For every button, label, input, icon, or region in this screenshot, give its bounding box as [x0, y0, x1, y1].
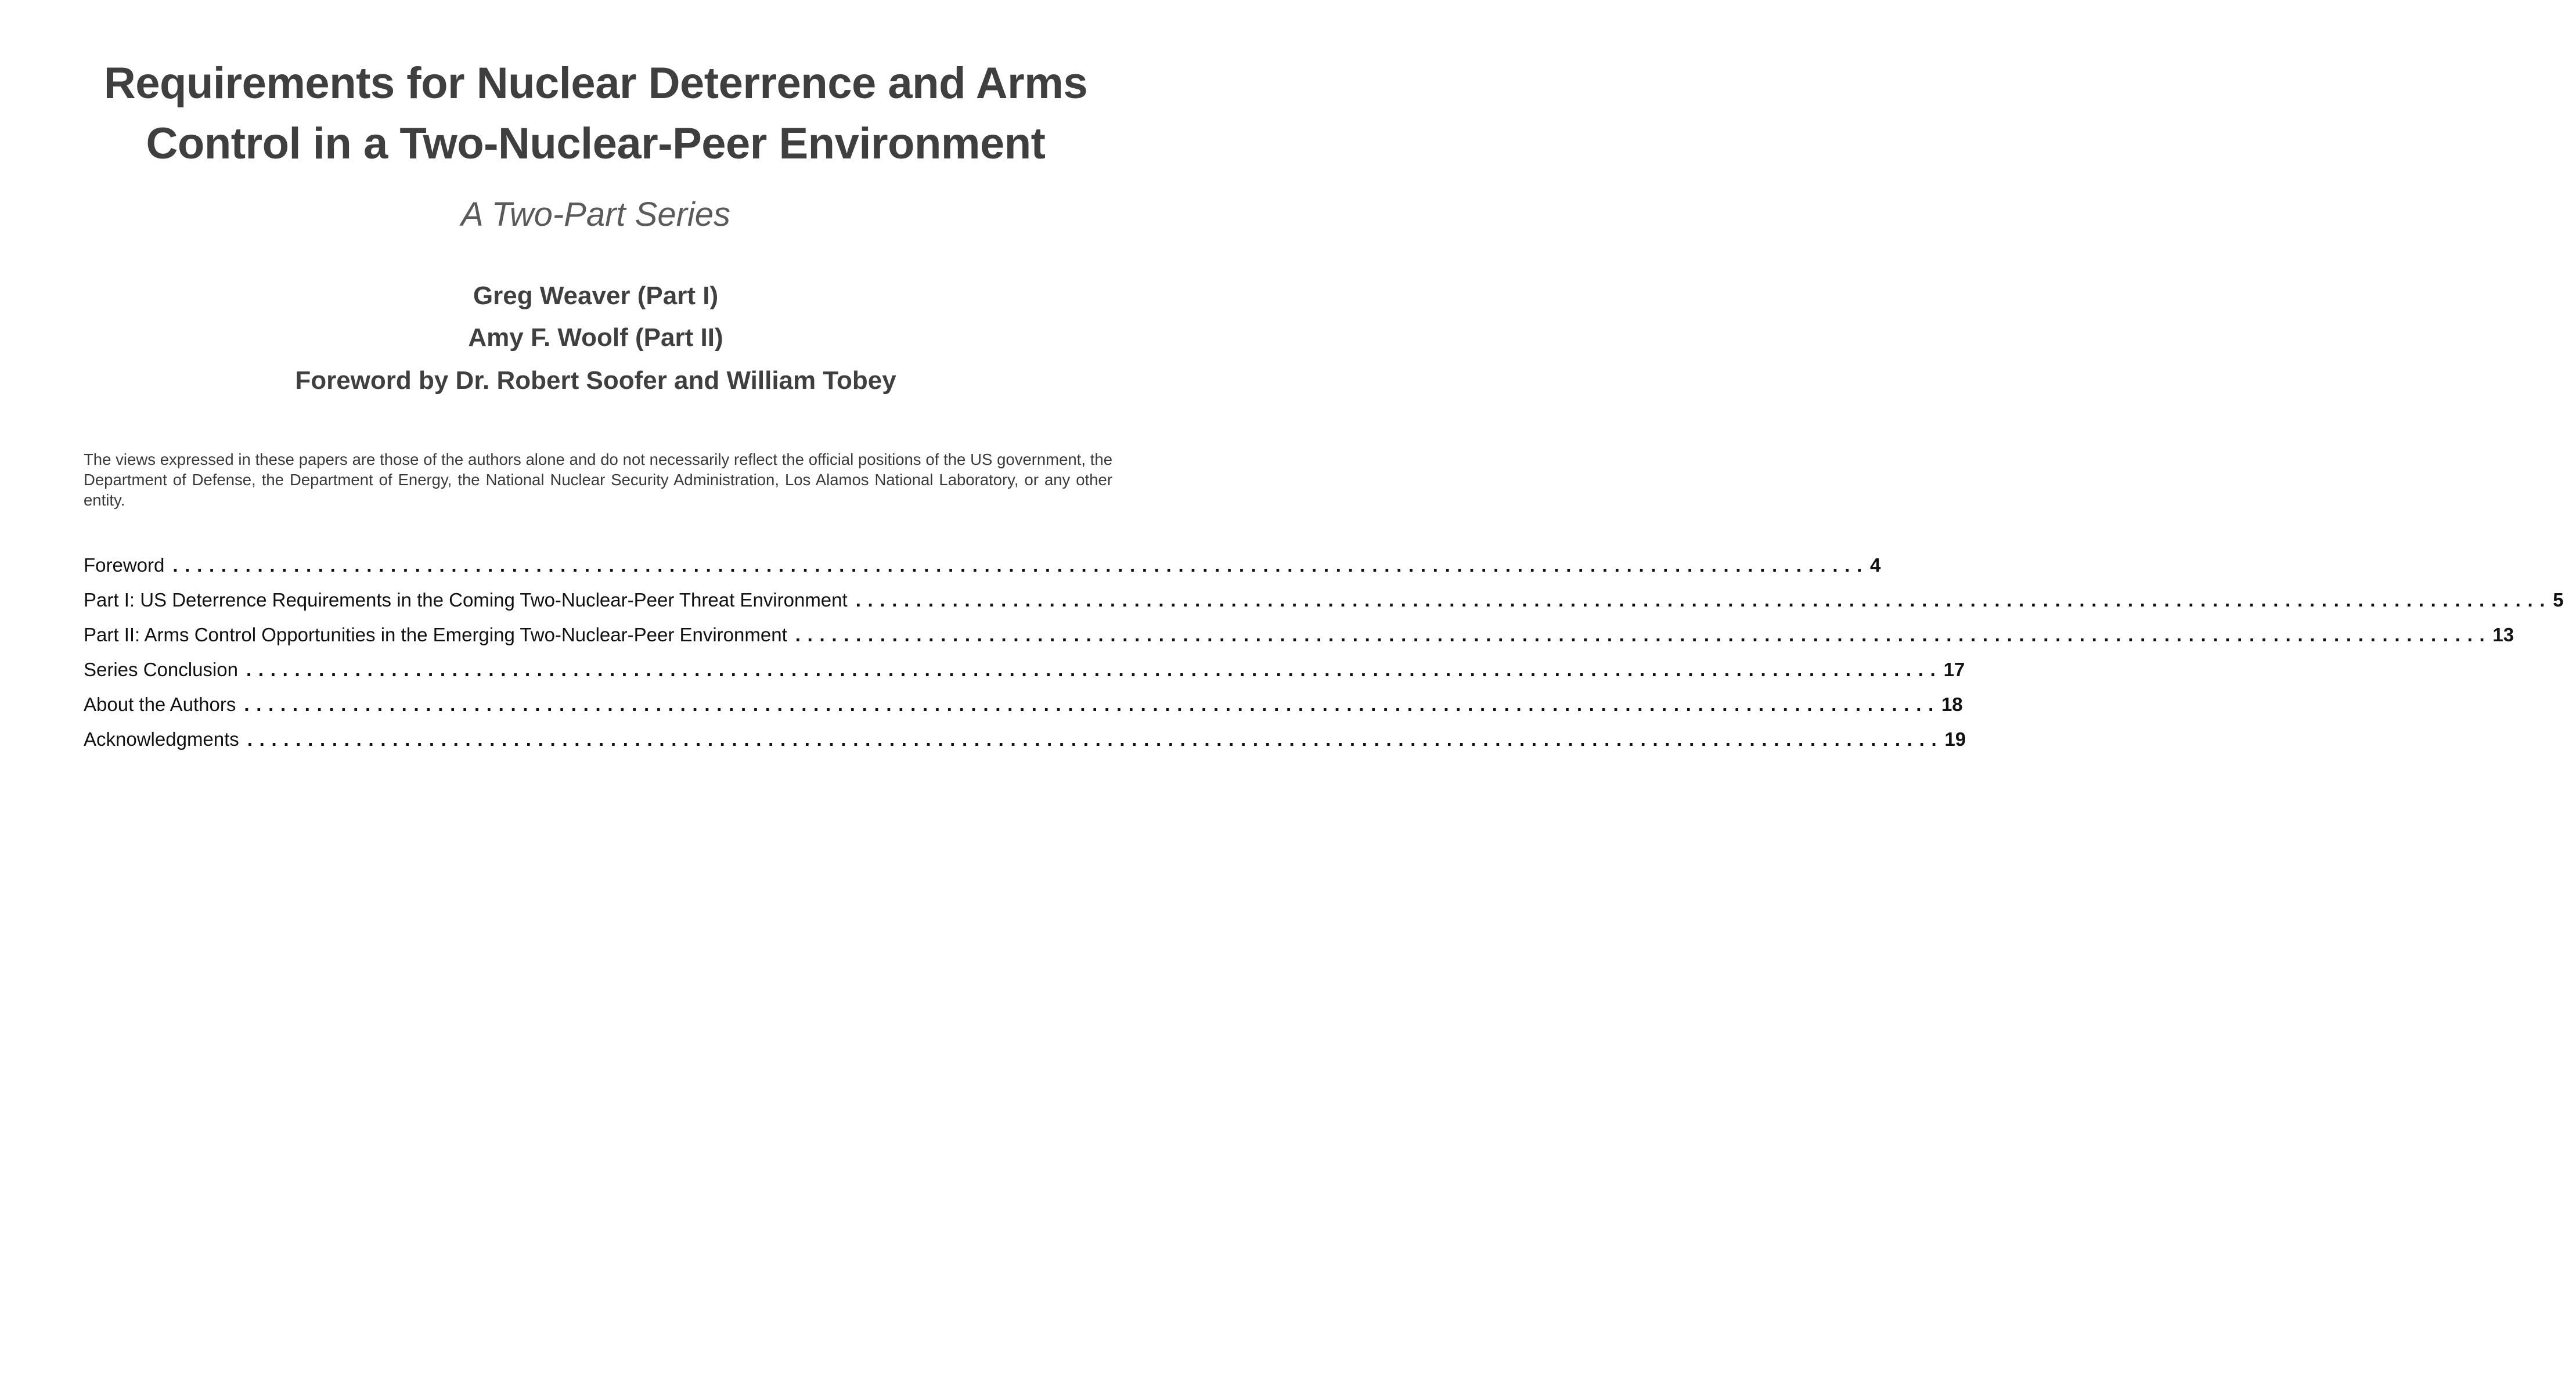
toc-dot-leader: ............................................................................................................................................ — [795, 624, 2492, 645]
toc-dot-leader: ............................................................................................................................................ — [244, 694, 1940, 715]
toc-entry-label: Part II: Arms Control Opportunities in the Emerging Two-Nuclear-Peer Environment — [84, 624, 787, 645]
table-of-contents — [84, 548, 2564, 757]
toc-page-number: 19 — [1944, 728, 1966, 750]
toc-page-number: 4 — [1869, 554, 1881, 576]
toc-entry-about-authors[interactable] — [84, 687, 1963, 722]
toc-dot-leader: ............................................................................................................................................ — [855, 589, 2552, 611]
toc-entry-label: Foreword — [84, 554, 165, 576]
toc-entry-foreword[interactable] — [84, 548, 1881, 583]
toc-entry-label: Part I: US Deterrence Requirements in the Coming Two-Nuclear-Peer Threat Environment — [84, 589, 848, 611]
toc-entry-label: About the Authors — [84, 694, 236, 715]
toc-dot-leader: ............................................................................................................................................ — [172, 554, 1869, 576]
toc-page-number: 13 — [2492, 624, 2514, 645]
toc-page-number: 18 — [1941, 694, 1963, 715]
toc-entry-acknowledgments[interactable] — [84, 722, 1966, 757]
toc-page-number: 17 — [1943, 659, 1965, 680]
toc-entry-part-two[interactable] — [84, 618, 2514, 652]
toc-entry-part-one[interactable] — [84, 583, 2564, 618]
toc-dot-leader: ............................................................................................................................................ — [247, 728, 1944, 750]
toc-entry-series-conclusion[interactable] — [84, 652, 1965, 687]
document-title: Requirements for Nuclear Deterrence and Arms Control in a Two-Nuclear-Peer Environment — [103, 59, 1088, 168]
document-subtitle: A Two-Part Series — [460, 196, 731, 233]
author-part-two: Amy F. Woolf (Part II) — [468, 323, 723, 352]
disclaimer-text: The views expressed in these papers are those of the authors alone and do not necessarily reflect the official positions of the US government, the Department of Defense, the Department of Energy, the National Nuclear Security Administration, Los Alamos National Laboratory, or any other entity. — [84, 450, 1112, 509]
toc-entry-label: Acknowledgments — [84, 728, 239, 750]
toc-dot-leader: ............................................................................................................................................ — [246, 659, 1943, 680]
foreword-authors: Foreword by Dr. Robert Soofer and William Tobey — [295, 366, 896, 395]
author-part-one: Greg Weaver (Part I) — [473, 281, 719, 310]
toc-entry-label: Series Conclusion — [84, 659, 238, 680]
toc-page-number: 5 — [2553, 589, 2564, 611]
